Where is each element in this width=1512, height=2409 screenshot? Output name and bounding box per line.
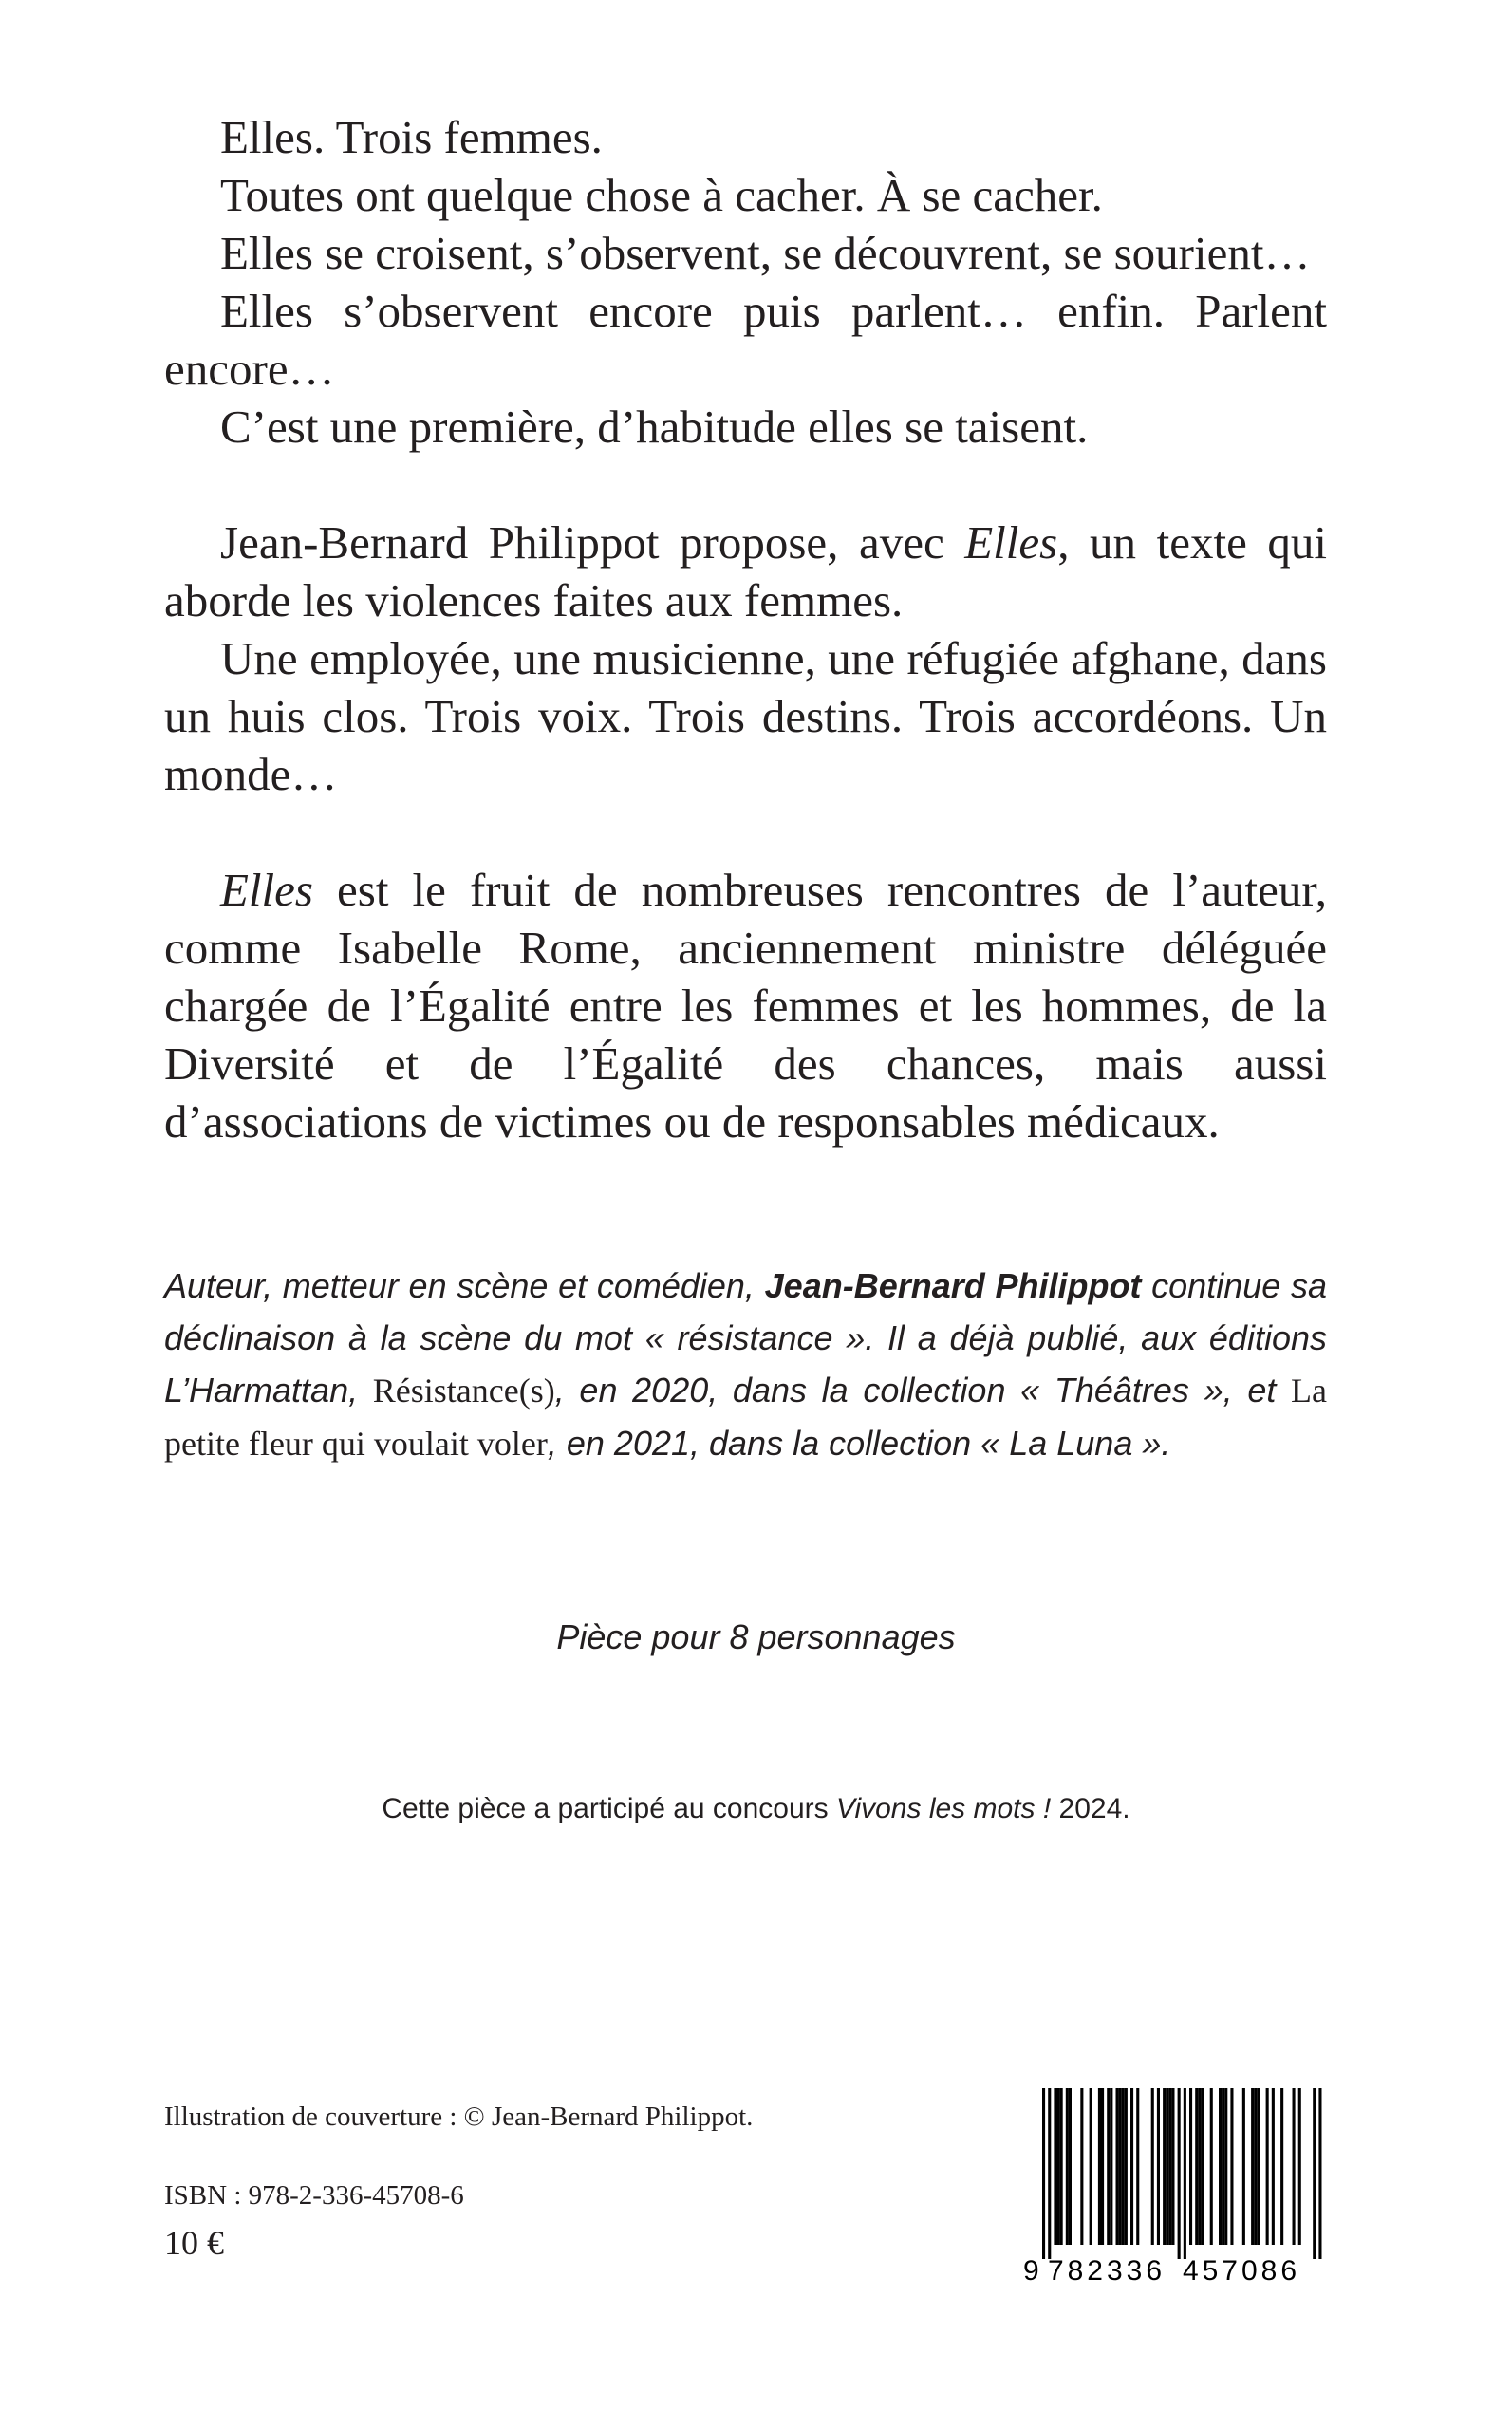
barcode-bar [1057, 2088, 1060, 2245]
barcode-bar [1157, 2088, 1160, 2245]
barcode-digits-right: 457086 [1182, 2255, 1301, 2286]
barcode-bar [1101, 2088, 1104, 2245]
barcode-bar [1098, 2088, 1101, 2245]
barcode-digit-first: 9 [1023, 2255, 1039, 2286]
book-title: La petite fleur qui voulait voler [164, 1372, 1328, 1463]
contest-title: Vivons les mots ! [835, 1793, 1052, 1824]
barcode-bar [1119, 2088, 1122, 2245]
book-title: Résistance(s) [372, 1372, 555, 1410]
barcode-bar [1254, 2088, 1257, 2245]
barcode-bar [1219, 2088, 1222, 2245]
barcode-bar [1151, 2088, 1154, 2245]
barcode-bar [1130, 2088, 1133, 2245]
barcode-bar [1198, 2088, 1201, 2245]
price: 10 € [164, 2224, 224, 2262]
summary-text [164, 108, 1327, 1150]
barcode-bar [1266, 2088, 1269, 2245]
barcode-bar [1189, 2088, 1192, 2245]
barcode-bar [1066, 2088, 1069, 2245]
barcode-bar [1042, 2088, 1045, 2259]
barcode-bar [1178, 2088, 1181, 2259]
barcode-bar [1298, 2088, 1301, 2245]
barcode-bar [1184, 2088, 1186, 2259]
barcode-bar [1168, 2088, 1171, 2245]
barcode-bar [1107, 2088, 1110, 2245]
author-name: Jean-Bernard Philippot [764, 1266, 1142, 1305]
barcode-bar [1318, 2088, 1321, 2259]
barcode-bar [1069, 2088, 1072, 2245]
paragraph: Elles est le fruit de nombreuses rencontres de l’auteur, comme Isabelle Rome, anciennement ministre déléguée chargée de l’Égalité entre les femmes et les hommes, de la Diversité et de l’Égalité des chances, mais aussi d’associations de victimes ou de responsables médicaux. [164, 864, 1327, 1148]
barcode-bar [1251, 2088, 1254, 2245]
barcode-bar [1293, 2088, 1296, 2245]
barcode-bar [1224, 2088, 1227, 2245]
barcode-digits-left: 782336 [1047, 2255, 1167, 2286]
barcode-bar [1122, 2088, 1125, 2245]
paragraph: Toutes ont quelque chose à cacher. À se cacher. [220, 169, 1103, 221]
book-title: Elles [964, 516, 1058, 569]
barcode-bar [1125, 2088, 1128, 2245]
cast-size: Pièce pour 8 personnages [556, 1617, 956, 1656]
cover-credit: Illustration de couverture : © Jean-Bernard Philippot. [164, 2101, 754, 2132]
barcode-bar [1230, 2088, 1233, 2245]
paragraph: Jean-Bernard Philippot propose, avec Elles, un texte qui aborde les violences faites aux femmes. [164, 516, 1327, 626]
book-title: Elles [220, 864, 313, 916]
paragraph: Elles. Trois femmes. [220, 111, 603, 163]
contest-note: Cette pièce a participé au concours Vivons les mots ! 2024. [382, 1793, 1130, 1824]
barcode-bar [1313, 2088, 1316, 2259]
barcode-bar [1054, 2088, 1056, 2245]
author-bio: Auteur, metteur en scène et comédien, Jean-Bernard Philippot continue sa déclinaison à la scène du mot « résistance ». Il a déjà publié, aux éditions L’Harmattan, Résistance(s), en 2020, dans la collection « Théâtres », et La petite fleur qui voulait voler, en 2021, dans la collection « La Luna ». [164, 1266, 1328, 1463]
barcode-bar [1242, 2088, 1245, 2245]
barcode-bar [1210, 2088, 1213, 2245]
paragraph: Elles se croisent, s’observent, se découvrent, se sourient… [220, 227, 1311, 279]
paragraph: Elles s’observent encore puis parlent… enfin. Parlent encore… [164, 285, 1327, 395]
barcode-bar [1166, 2088, 1168, 2245]
barcode-bar [1272, 2088, 1275, 2245]
barcode-bar [1090, 2088, 1092, 2245]
barcode-bar [1257, 2088, 1260, 2245]
barcode-bar [1048, 2088, 1051, 2259]
barcode-bar [1060, 2088, 1063, 2245]
paragraph: Une employée, une musicienne, une réfugiée afghane, dans un huis clos. Trois voix. Trois destins. Trois accordéons. Un monde… [164, 632, 1327, 800]
barcode [1014, 2088, 1327, 2286]
barcode-bar [1110, 2088, 1112, 2245]
paragraph: C’est une première, d’habitude elles se taisent. [220, 401, 1089, 453]
barcode-bar [1171, 2088, 1174, 2245]
barcode-bar [1136, 2088, 1139, 2245]
barcode-bar [1201, 2088, 1204, 2245]
barcode-bar [1222, 2088, 1224, 2245]
barcode-bar [1080, 2088, 1083, 2245]
barcode-bar [1116, 2088, 1119, 2245]
barcode-bar [1163, 2088, 1166, 2245]
barcode-bar [1280, 2088, 1283, 2245]
isbn: ISBN : 978-2-336-45708-6 [164, 2180, 464, 2211]
barcode-bar [1195, 2088, 1198, 2245]
